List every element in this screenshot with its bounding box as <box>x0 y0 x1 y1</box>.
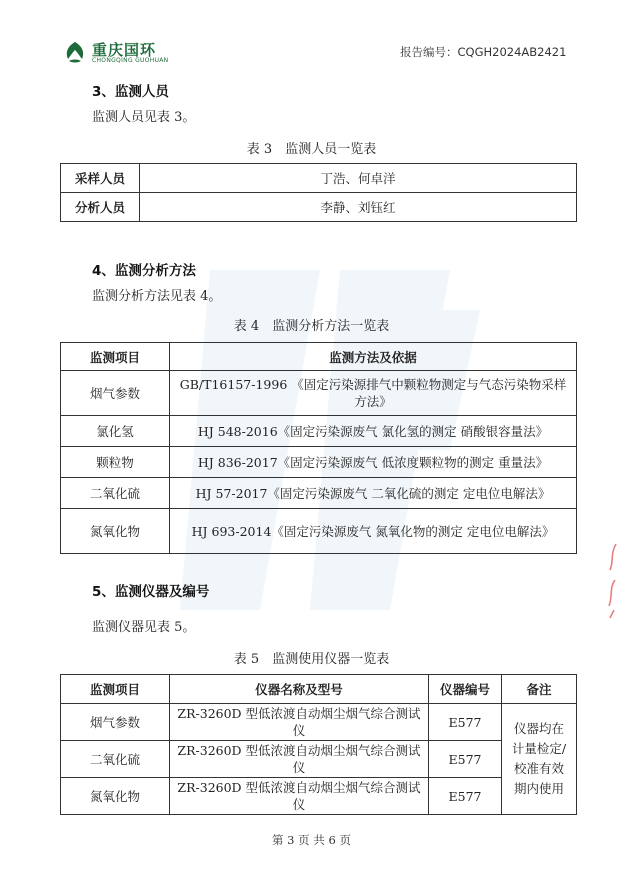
instrument-name: ZR-3260D 型低浓渡自动烟尘烟气综合测试仪 <box>170 778 429 815</box>
method-text: HJ 57-2017《固定污染源废气 二氧化硫的测定 定电位电解法》 <box>170 478 577 509</box>
instrument-item: 烟气参数 <box>61 704 170 741</box>
method-item: 颗粒物 <box>61 447 170 478</box>
table-row <box>61 478 577 509</box>
section-4-heading: 4、监测分析方法 <box>92 263 196 279</box>
method-item: 二氧化硫 <box>61 478 170 509</box>
table-row <box>61 164 577 193</box>
staff-names: 李静、刘钰红 <box>140 193 577 222</box>
staff-table <box>60 163 577 222</box>
column-header-instrument: 仪器名称及型号 <box>170 675 429 704</box>
column-header-method: 监测方法及依据 <box>170 343 577 371</box>
section-3-intro: 监测人员见表 3。 <box>92 110 196 125</box>
column-header-code: 仪器编号 <box>429 675 502 704</box>
table-header-row <box>61 343 577 371</box>
methods-table <box>60 342 577 554</box>
instrument-name: ZR-3260D 型低浓渡自动烟尘烟气综合测试仪 <box>170 704 429 741</box>
instrument-remark: 仪器均在计量检定/校准有效期内使用 <box>502 704 577 815</box>
section-5-heading: 5、监测仪器及编号 <box>92 584 210 600</box>
table-row <box>61 778 577 815</box>
method-item: 烟气参数 <box>61 371 170 416</box>
brand-name-en: CHONGQING GUOHUAN <box>92 57 169 64</box>
report-number: 报告编号：CQGH2024AB2421 <box>400 45 567 59</box>
instrument-code: E577 <box>429 741 502 778</box>
table-row <box>61 193 577 222</box>
table-row <box>61 416 577 447</box>
staff-role-label: 采样人员 <box>61 164 140 193</box>
section-4-intro: 监测分析方法见表 4。 <box>92 289 222 304</box>
table-5-caption: 表 5 监测使用仪器一览表 <box>233 652 390 667</box>
instrument-code: E577 <box>429 704 502 741</box>
method-text: GB/T16157-1996 《固定污染源排气中颗粒物测定与气态污染物采样方法》 <box>170 371 577 416</box>
instrument-item: 氮氧化物 <box>61 778 170 815</box>
table-row <box>61 509 577 554</box>
instrument-code: E577 <box>429 778 502 815</box>
stamp-edge-mark <box>604 540 618 620</box>
section-5-intro: 监测仪器见表 5。 <box>92 620 196 635</box>
table-3-caption: 表 3 监测人员一览表 <box>246 142 377 157</box>
section-3-heading: 3、监测人员 <box>92 84 169 100</box>
method-text: HJ 548-2016《固定污染源废气 氯化氢的测定 硝酸银容量法》 <box>170 416 577 447</box>
instrument-name: ZR-3260D 型低浓渡自动烟尘烟气综合测试仪 <box>170 741 429 778</box>
page-header <box>0 0 623 70</box>
company-logo-icon <box>62 40 88 66</box>
page-number: 第 3 页 共 6 页 <box>272 833 351 847</box>
instruments-table <box>60 674 577 815</box>
table-header-row <box>61 675 577 704</box>
table-row <box>61 371 577 416</box>
method-text: HJ 836-2017《固定污染源废气 低浓度颗粒物的测定 重量法》 <box>170 447 577 478</box>
staff-names: 丁浩、何卓洋 <box>140 164 577 193</box>
method-text: HJ 693-2014《固定污染源废气 氮氧化物的测定 定电位电解法》 <box>170 509 577 554</box>
staff-role-label: 分析人员 <box>61 193 140 222</box>
column-header-item: 监测项目 <box>61 675 170 704</box>
table-4-caption: 表 4 监测分析方法一览表 <box>233 319 390 334</box>
column-header-remark: 备注 <box>502 675 577 704</box>
table-row <box>61 741 577 778</box>
column-header-item: 监测项目 <box>61 343 170 371</box>
instrument-item: 二氧化硫 <box>61 741 170 778</box>
table-row <box>61 447 577 478</box>
table-row <box>61 704 577 741</box>
method-item: 氯化氢 <box>61 416 170 447</box>
brand-name-cn: 重庆国环 <box>92 41 157 59</box>
method-item: 氮氧化物 <box>61 509 170 554</box>
